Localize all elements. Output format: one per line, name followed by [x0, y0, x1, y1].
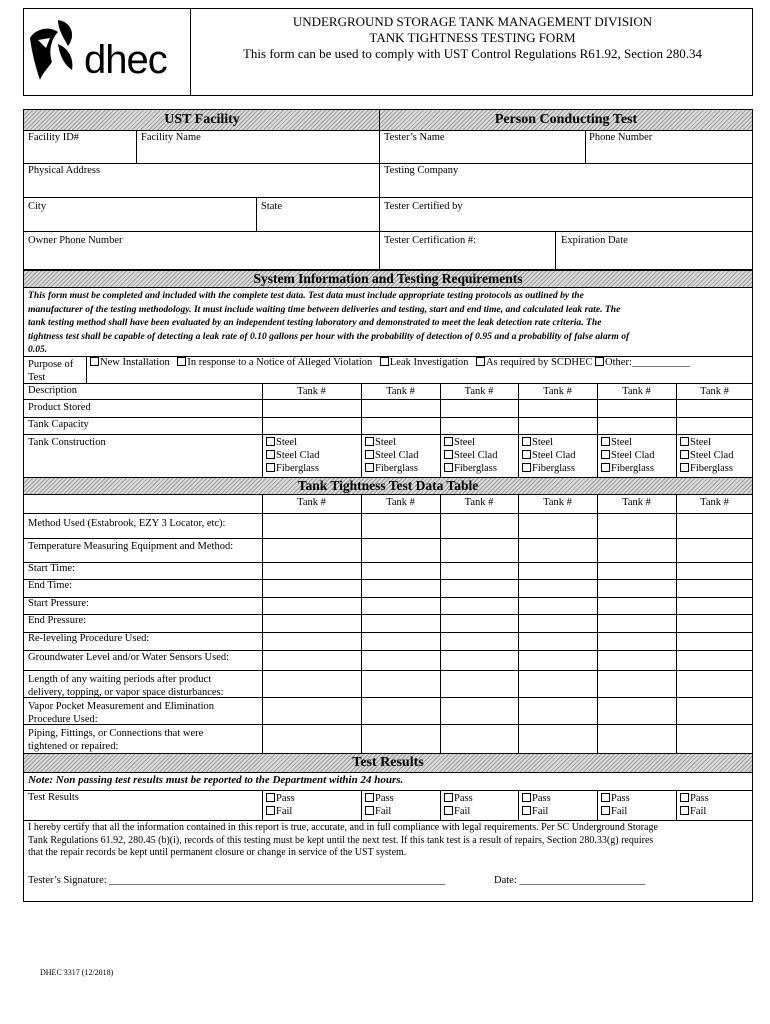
result-options	[444, 792, 473, 818]
fail-option[interactable]: Fail	[365, 805, 394, 818]
non-passing-note: Note: Non passing test results must be reported to the Department within 24 hours.	[28, 774, 404, 786]
tester-certified-by-field[interactable]: Tester Certified by	[384, 201, 463, 212]
purpose-alleged-violation[interactable]: In response to a Notice of Alleged Violation	[177, 357, 372, 368]
tank-header: Tank #	[700, 386, 729, 397]
checkbox-icon[interactable]	[680, 463, 689, 472]
data-row-label: Temperature Measuring Equipment and Method:	[28, 541, 234, 552]
city-field[interactable]: City	[28, 201, 47, 212]
regulation-note: This form can be used to comply with UST Control Regulations R61.92, Section 280.34	[242, 46, 703, 61]
checkbox-icon[interactable]	[380, 357, 389, 366]
construction-option[interactable]: Steel	[444, 436, 497, 449]
tank-header: Tank #	[622, 497, 651, 508]
data-row-label: Start Pressure:	[28, 598, 89, 609]
pass-option[interactable]: Pass	[680, 792, 709, 805]
construction-option[interactable]: Steel Clad	[365, 449, 418, 462]
fail-option[interactable]: Fail	[444, 805, 473, 818]
tank-header: Tank #	[543, 497, 572, 508]
tank-construction-options	[266, 436, 319, 475]
tank-header: Tank #	[464, 497, 494, 508]
checkbox-icon[interactable]	[680, 450, 689, 459]
result-options	[522, 792, 551, 818]
checkbox-icon[interactable]	[680, 437, 689, 446]
owner-phone-field[interactable]: Owner Phone Number	[28, 235, 123, 246]
fail-option[interactable]: Fail	[522, 805, 551, 818]
construction-option[interactable]: Steel	[522, 436, 575, 449]
construction-option[interactable]: Steel Clad	[680, 449, 733, 462]
state-field[interactable]: State	[261, 201, 282, 212]
data-row-label: Re-leveling Procedure Used:	[28, 633, 150, 644]
purpose-other[interactable]: Other:___________	[595, 357, 690, 368]
checkbox-icon[interactable]	[444, 450, 453, 459]
checkbox-icon[interactable]	[365, 450, 374, 459]
checkbox-icon[interactable]	[595, 357, 604, 366]
waiting-periods-label: Length of any waiting periods after product delivery, topping, or vapor space disturbances:	[28, 674, 224, 698]
facility-name-field[interactable]: Facility Name	[141, 132, 201, 143]
fail-option[interactable]: Fail	[680, 805, 709, 818]
tank-construction-options	[365, 436, 418, 475]
checkbox-icon[interactable]	[444, 437, 453, 446]
logo-text: dhec	[84, 38, 167, 82]
form-title: TANK TIGHTNESS TESTING FORM	[369, 30, 576, 45]
construction-option[interactable]: Steel	[601, 436, 654, 449]
construction-option[interactable]: Steel	[365, 436, 418, 449]
result-options	[266, 792, 295, 818]
tester-name-field[interactable]: Tester’s Name	[384, 132, 445, 143]
checkbox-icon[interactable]	[522, 793, 531, 802]
checkbox-icon[interactable]	[476, 357, 485, 366]
pass-option[interactable]: Pass	[365, 792, 394, 805]
construction-option[interactable]: Steel	[680, 436, 733, 449]
construction-option[interactable]: Fiberglass	[601, 462, 654, 475]
checkbox-icon[interactable]	[444, 793, 453, 802]
result-options	[680, 792, 709, 818]
pass-option[interactable]: Pass	[444, 792, 473, 805]
checkbox-icon[interactable]	[680, 793, 689, 802]
data-table-title: Tank Tightness Test Data Table	[297, 478, 479, 493]
purpose-label: Purpose of Test	[28, 359, 74, 383]
construction-option[interactable]: Steel	[266, 436, 319, 449]
checkbox-icon[interactable]	[365, 806, 374, 815]
checkbox-icon[interactable]	[601, 450, 610, 459]
tank-header: Tank #	[386, 386, 415, 397]
checkbox-icon[interactable]	[266, 437, 275, 446]
checkbox-icon[interactable]	[177, 357, 186, 366]
form-id: DHEC 3317 (12/2018)	[40, 968, 114, 977]
dhec-logo	[28, 18, 188, 88]
physical-address-field[interactable]: Physical Address	[28, 165, 101, 176]
pass-option[interactable]: Pass	[522, 792, 551, 805]
pass-option[interactable]: Pass	[266, 792, 295, 805]
construction-option[interactable]: Steel Clad	[522, 449, 575, 462]
data-row-label: Groundwater Level and/or Water Sensors Used:	[28, 652, 230, 663]
tank-header: Tank #	[464, 386, 494, 397]
purpose-leak-investigation[interactable]: Leak Investigation	[380, 357, 468, 368]
construction-option[interactable]: Steel Clad	[444, 449, 497, 462]
purpose-options	[90, 357, 690, 368]
tank-construction-options	[444, 436, 497, 475]
form-title-block	[195, 14, 750, 62]
tank-capacity-label: Tank Capacity	[28, 419, 89, 430]
construction-option[interactable]: Fiberglass	[444, 462, 497, 475]
division-title: UNDERGROUND STORAGE TANK MANAGEMENT DIVISION	[292, 14, 653, 29]
test-results-label: Test Results	[28, 792, 79, 803]
checkbox-icon[interactable]	[522, 437, 531, 446]
checkbox-icon[interactable]	[90, 357, 99, 366]
tester-signature-line[interactable]: Tester’s Signature: ________________________________________________________________	[28, 875, 446, 886]
tank-construction-options	[601, 436, 654, 475]
checkbox-icon[interactable]	[601, 806, 610, 815]
purpose-scdhec[interactable]: As required by SCDHEC	[476, 357, 592, 368]
data-row-label: Method Used (Estabrook, EZY 3 Locator, etc):	[28, 518, 226, 529]
system-info-title: System Information and Testing Requirements	[253, 271, 523, 286]
checkbox-icon[interactable]	[680, 806, 689, 815]
instructions: This form must be completed and included with the complete test data. Test data must include appropriate testing protocols as outlined by the manufacturer of the testing methodology. It must include waiting time between deliveries and testing, start and end time, and calculated leak rate. The tank testing method shall have been evaluated by an independent testing laboratory and demonstrated to meet the leak detection rate criteria. The tightness test shall be capable of detecting a leak rate of 0.10 gallons per hour with the probability of detection of 0.95 and a probability of false alarm of 0.05.	[28, 290, 630, 356]
tank-header: Tank #	[297, 386, 326, 397]
certification-statement: I hereby certify that all the information contained in this report is true, accurate, and in full compliance with legal requirements. Per SC Underground Storage Tank Regulations 61.92, 280.45 (b)(i), records of this testing must be kept until the next test. If this tank test is a result of repairs, Section 280.33(g) requires that the repair records be kept until permanent closure or change in service of the UST system.	[28, 822, 658, 858]
test-results-title: Test Results	[352, 755, 424, 770]
checkbox-icon[interactable]	[522, 450, 531, 459]
expiration-date-field[interactable]: Expiration Date	[561, 235, 628, 246]
checkbox-icon[interactable]	[266, 450, 275, 459]
construction-option[interactable]: Steel Clad	[601, 449, 654, 462]
date-line[interactable]: Date: ________________________	[494, 875, 646, 886]
checkbox-icon[interactable]	[266, 806, 275, 815]
purpose-new-installation[interactable]: New Installation	[90, 357, 170, 368]
checkbox-icon[interactable]	[444, 463, 453, 472]
tank-construction-label: Tank Construction	[28, 437, 106, 448]
testing-company-field[interactable]: Testing Company	[384, 165, 459, 176]
construction-option[interactable]: Steel Clad	[266, 449, 319, 462]
result-options	[601, 792, 630, 818]
checkbox-icon[interactable]	[522, 463, 531, 472]
checkbox-icon[interactable]	[365, 437, 374, 446]
product-stored-label: Product Stored	[28, 402, 91, 413]
pass-option[interactable]: Pass	[601, 792, 630, 805]
data-row-label: End Time:	[28, 580, 73, 591]
piping-label: Piping, Fittings, or Connections that were tightened or repaired:	[28, 728, 204, 752]
construction-option[interactable]: Fiberglass	[522, 462, 575, 475]
checkbox-icon[interactable]	[601, 463, 610, 472]
checkbox-icon[interactable]	[601, 793, 610, 802]
construction-option[interactable]: Fiberglass	[266, 462, 319, 475]
data-row-label: Start Time:	[28, 563, 75, 574]
person-conducting-title: Person Conducting Test	[494, 112, 638, 127]
tank-construction-options	[680, 436, 733, 475]
checkbox-icon[interactable]	[266, 793, 275, 802]
tank-header: Tank #	[543, 386, 572, 397]
result-options	[365, 792, 394, 818]
tank-header: Tank #	[700, 497, 729, 508]
checkbox-icon[interactable]	[601, 437, 610, 446]
construction-option[interactable]: Fiberglass	[680, 462, 733, 475]
certification-number-field[interactable]: Tester Certification #:	[384, 235, 476, 246]
facility-id-field[interactable]: Facility ID#	[28, 132, 80, 143]
checkbox-icon[interactable]	[365, 793, 374, 802]
fail-option[interactable]: Fail	[266, 805, 295, 818]
tank-header: Tank #	[297, 497, 326, 508]
data-row-label: End Pressure:	[28, 615, 87, 626]
construction-option[interactable]: Fiberglass	[365, 462, 418, 475]
fail-option[interactable]: Fail	[601, 805, 630, 818]
checkbox-icon[interactable]	[522, 806, 531, 815]
ust-facility-title: UST Facility	[164, 112, 240, 127]
description-header: Description	[28, 385, 77, 396]
checkbox-icon[interactable]	[444, 806, 453, 815]
tank-construction-options	[522, 436, 575, 475]
phone-number-field[interactable]: Phone Number	[589, 132, 653, 143]
tank-header: Tank #	[622, 386, 651, 397]
tank-header: Tank #	[386, 497, 415, 508]
checkbox-icon[interactable]	[365, 463, 374, 472]
checkbox-icon[interactable]	[266, 463, 275, 472]
vapor-pocket-label: Vapor Pocket Measurement and Elimination Procedure Used:	[28, 701, 215, 725]
